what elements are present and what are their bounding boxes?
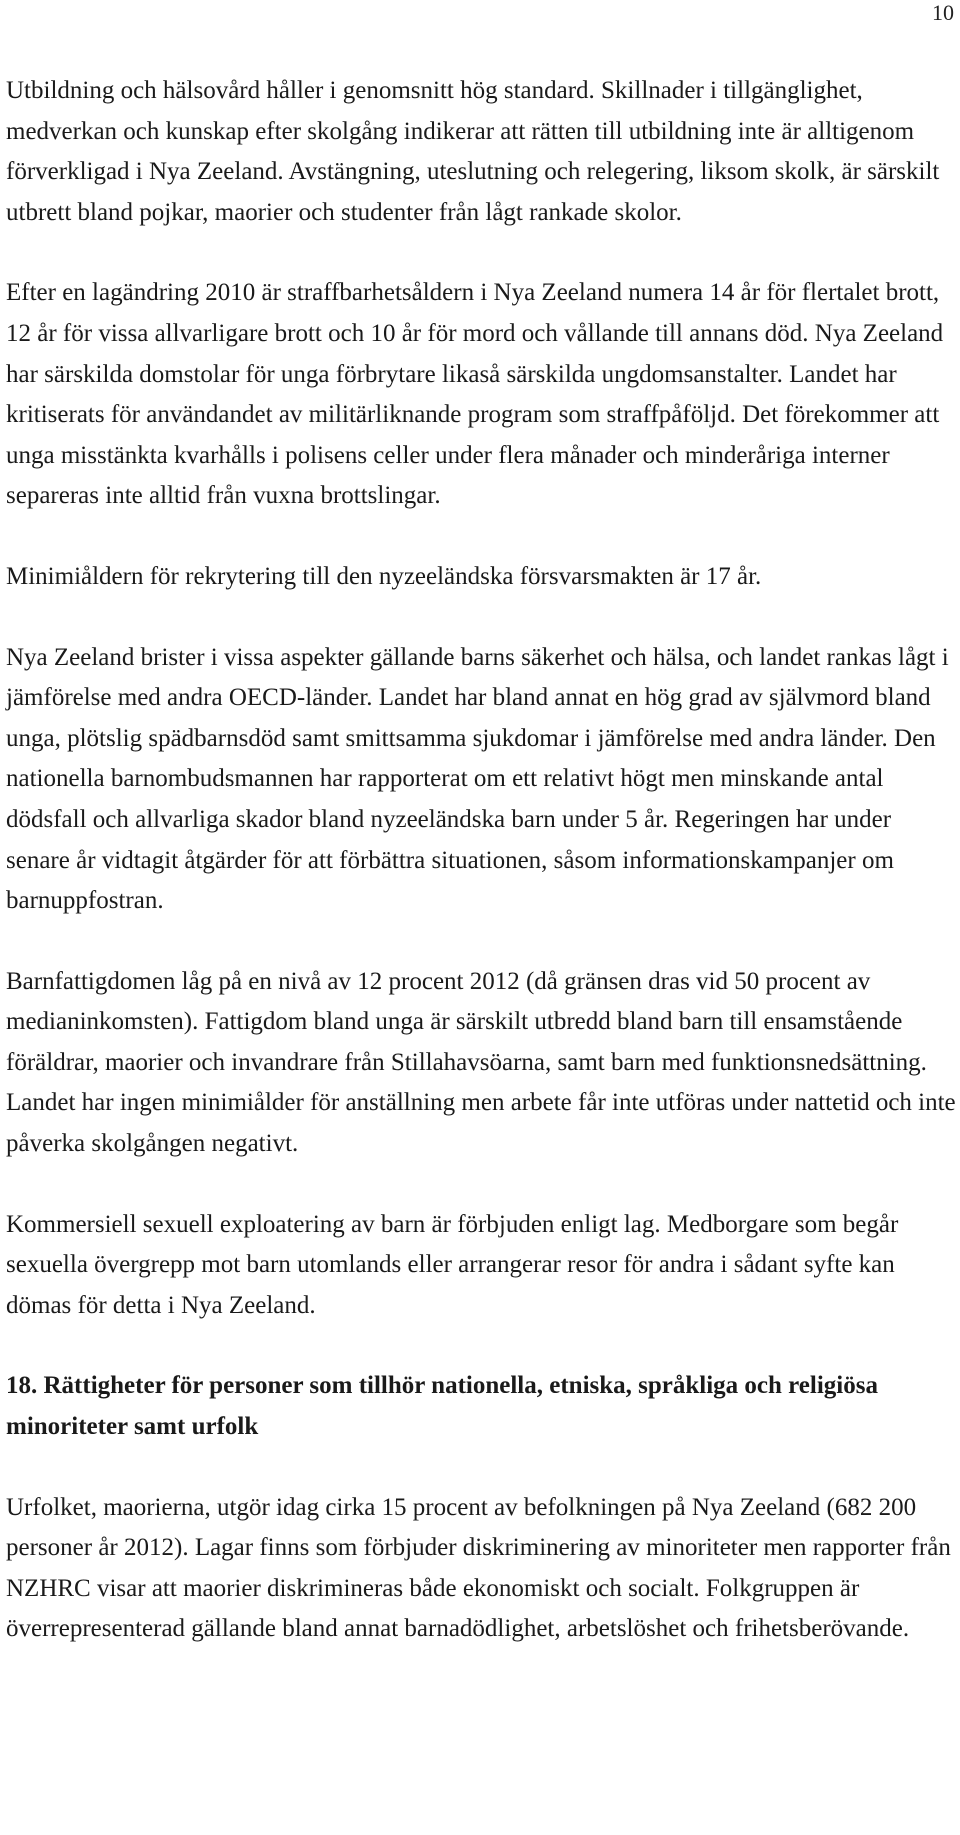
section-heading: 18. Rättigheter för personer som tillhör nationella, etniska, språkliga och religiösa minoriteter samt urfolk (6, 1372, 878, 1441)
paragraph-recruitment-age: Minimiåldern för rekrytering till den nyzeeländska försvarsmakten är 17 år. (6, 562, 762, 590)
paragraph-criminal-age: Efter en lagändring 2010 är straffbarhetsåldern i Nya Zeeland numera 14 år för flertalet brott, 12 år för vissa allvarligare brott och 10 år för mord och vållande till annans död. Nya Zeeland har särskilda domstolar för unga förbrytare likaså särskilda ungdomsanstalter. Landet har kritiserats för användandet av militärliknande program som straffpåföljd. Det förekommer att unga misstänkta kvarhålls i polisens celler under flera månader och minderåriga interner separeras inte alltid från vuxna brottslingar. (6, 279, 944, 510)
paragraph-spacer (6, 598, 956, 638)
paragraph-education: Utbildning och hälsovård håller i genomsnitt hög standard. Skillnader i tillgänglighet, medverkan och kunskap efter skolgång indikerar att rätten till utbildning inte är alltigenom förverkligad i Nya Zeeland. Avstängning, uteslutning och relegering, liksom skolk, är särskilt utbrett bland pojkar, maorier och studenter från lågt rankade skolor. (6, 77, 940, 226)
document-body (6, 71, 956, 1650)
paragraph-child-safety-health: Nya Zeeland brister i vissa aspekter gällande barns säkerhet och hälsa, och landet rankas lågt i jämförelse med andra OECD-länder. Landet har bland annat en hög grad av självmord bland unga, plötslig spädbarnsdöd samt smittsamma sjukdomar i jämförelse med andra länder. Den nationella barnombudsmannen har rapporterat om ett relativt högt men minskande antal dödsfall och allvarliga skador bland nyzeeländska barn under 5 år. Regeringen har under senare år vidtagit åtgärder för att förbättra situationen, såsom informationskampanjer om barnuppfostran. (6, 643, 949, 915)
paragraph-child-poverty: Barnfattigdomen låg på en nivå av 12 procent 2012 (då gränsen dras vid 50 procent av medianinkomsten). Fattigdom bland unga är särskilt utbredd bland barn till ensamstående föräldrar, maorier och invandrare från Stillahavsöarna, samt barn med funktionsnedsättning. Landet har ingen minimiålder för anställning men arbete får inte utföras under nattetid och inte påverka skolgången negativt. (6, 967, 956, 1158)
paragraph-spacer (6, 517, 956, 557)
paragraph-spacer (6, 1165, 956, 1205)
page-number: 10 (932, 0, 954, 25)
paragraph-spacer (6, 1448, 956, 1488)
paragraph-spacer (6, 922, 956, 962)
paragraph-spacer (6, 1326, 956, 1366)
paragraph-sexual-exploitation: Kommersiell sexuell exploatering av barn är förbjuden enligt lag. Medborgare som begår sexuella övergrepp mot barn utomlands eller arrangerar resor för andra i sådant syfte kan dömas för detta i Nya Zeeland. (6, 1210, 899, 1319)
paragraph-indigenous-maori: Urfolket, maorierna, utgör idag cirka 15 procent av befolkningen på Nya Zeeland (682 200 personer år 2012). Lagar finns som förbjuder diskriminering av minoriteter men rapporter från NZHRC visar att maorier diskrimineras både ekonomiskt och socialt. Folkgruppen är överrepresenterad gällande bland annat barnadödlighet, arbetslöshet och frihetsberövande. (6, 1493, 951, 1643)
paragraph-spacer (6, 233, 956, 273)
